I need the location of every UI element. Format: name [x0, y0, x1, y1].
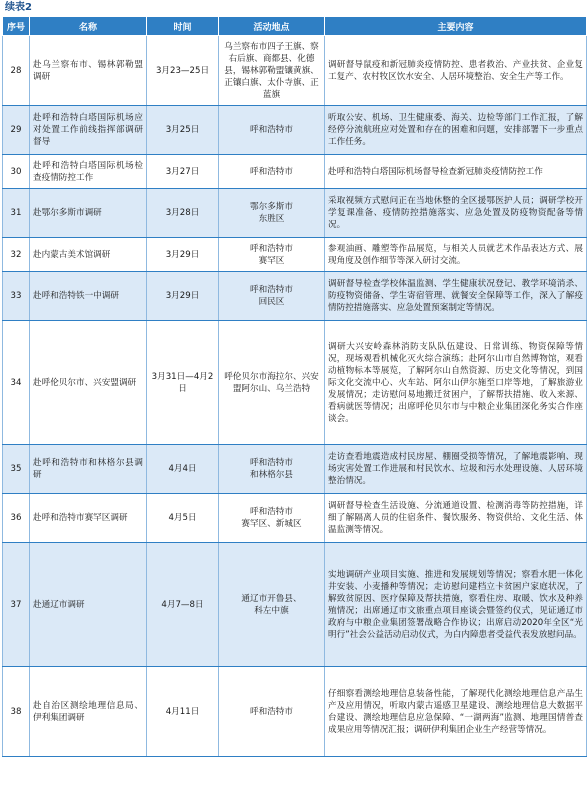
activity-place [219, 445, 325, 494]
activity-name: 赴呼和浩特白塔国际机场检查疫情防控工作 [30, 155, 147, 189]
activity-time: 4月4日 [147, 445, 219, 494]
activity-content: 参观油画、雕塑等作品展览，与相关人员就艺术作品表达方式、展现角度及创作细节等深入研讨交流。 [325, 238, 587, 272]
activity-place [219, 238, 325, 272]
header-place: 活动地点 [219, 17, 325, 36]
place-line: 呼和浩特市 [250, 458, 293, 468]
row-number: 30 [3, 155, 30, 189]
table-body [3, 36, 587, 757]
table-row [3, 667, 587, 757]
activity-time: 3月29日 [147, 272, 219, 321]
activity-place [219, 189, 325, 238]
place-line: 东胜区 [258, 214, 285, 224]
activity-content: 调研督导检查生活设施、分流通道设置、检测消毒等防控措施，详细了解隔离人员的住宿条件、餐饮服务、物资供给、文化生活、体温监测等情况。 [325, 494, 587, 543]
activity-place [219, 667, 325, 757]
row-number: 35 [3, 445, 30, 494]
place-line: 呼和浩特市 [250, 507, 293, 517]
row-number: 38 [3, 667, 30, 757]
place-line: 回民区 [258, 297, 285, 307]
table-row [3, 36, 587, 106]
activity-time: 3月25日 [147, 106, 219, 155]
place-line: 呼和浩特市 [250, 285, 293, 295]
place-line: 呼和浩特市 [250, 243, 293, 254]
activity-time: 3月31日—4月2日 [147, 321, 219, 445]
activity-time: 3月23—25日 [147, 36, 219, 106]
row-number: 29 [3, 106, 30, 155]
activity-time: 3月28日 [147, 189, 219, 238]
place-line: 科左中旗 [254, 605, 289, 616]
table-row [3, 494, 587, 543]
activity-time: 3月29日 [147, 238, 219, 272]
place-line: 鄂尔多斯市 [250, 202, 293, 212]
activity-time: 3月27日 [147, 155, 219, 189]
activity-place [219, 321, 325, 445]
table-row [3, 543, 587, 667]
table-row [3, 238, 587, 272]
place-line: 呼和浩特市 [250, 125, 293, 135]
activity-place [219, 36, 325, 106]
header-content: 主要内容 [325, 17, 587, 36]
row-number: 32 [3, 238, 30, 272]
activity-name: 赴鄂尔多斯市调研 [30, 189, 147, 238]
activity-name: 赴呼和浩特白塔国际机场应对处置工作前线指挥部调研督导 [30, 106, 147, 155]
place-line: 通辽市开鲁县、 [241, 593, 302, 604]
activity-name: 赴呼伦贝尔市、兴安盟调研 [30, 321, 147, 445]
activity-place [219, 106, 325, 155]
activity-name: 赴自治区测绘地理信息局、伊利集团调研 [30, 667, 147, 757]
table-row [3, 189, 587, 238]
activity-content: 调研大兴安岭森林消防支队队伍建设、日常训练、物资保障等情况，现场观看机械化灭火综合演练；赴阿尔山市自然博物馆，观看动植物标本等展览，了解阿尔山自然资源、历史文化等情况，到国际文化交流中心、火车站、阿尔山伊尔施至口岸等地，了解旅游业发展情况；走访慰问易地搬迁贫困户，了解帮扶措施、收入来源、看病就医等情况；出席呼伦贝尔市与中粮企业集团深化务实合作座谈会。 [325, 321, 587, 445]
activity-content: 走访查看地震造成村民房屋、棚圈受损等情况，了解地震影响、现场灾害处置工作进展和村民饮水、垃圾和污水处理设施、人居环境整治情况。 [325, 445, 587, 494]
activity-content: 赴呼和浩特白塔国际机场督导检查新冠肺炎疫情防控工作 [325, 155, 587, 189]
place-line: 呼和浩特市 [250, 706, 293, 717]
activity-content: 听取公安、机场、卫生健康委、海关、边检等部门工作汇报，了解经停分流航班应对处置和存在的困难和问题，安排部署下一步重点工作任务。 [325, 106, 587, 155]
place-line: 和林格尔县 [250, 470, 293, 480]
activity-name: 赴呼和浩特市赛罕区调研 [30, 494, 147, 543]
activity-table [2, 16, 587, 757]
table-caption: 续表2 [5, 2, 32, 13]
activity-time: 4月7—8日 [147, 543, 219, 667]
activity-place [219, 155, 325, 189]
place-line: 赛罕区 [258, 255, 285, 266]
activity-time: 4月11日 [147, 667, 219, 757]
header-time: 时间 [147, 17, 219, 36]
row-number: 36 [3, 494, 30, 543]
row-number: 31 [3, 189, 30, 238]
table-row [3, 445, 587, 494]
activity-name: 赴通辽市调研 [30, 543, 147, 667]
activity-content: 调研督导鼠疫和新冠肺炎疫情防控、患者救治、产业扶贫、企业复工复产、农村牧区饮水安全、人居环境整治、安全生产等工作。 [325, 36, 587, 106]
place-line: 呼伦贝尔市海拉尔、兴安盟阿尔山、乌兰浩特 [224, 371, 319, 394]
table-row [3, 155, 587, 189]
activity-name: 赴呼和浩特铁一中调研 [30, 272, 147, 321]
header-name: 名称 [30, 17, 147, 36]
place-line: 乌兰察布市四子王旗、察右后旗、商都县、化德县，锡林郭勒盟镶黄旗、正镶白旗、太仆寺旗、正蓝旗 [224, 41, 319, 100]
row-number: 33 [3, 272, 30, 321]
table-row [3, 272, 587, 321]
table-header-row [3, 17, 587, 36]
table-row [3, 321, 587, 445]
activity-place [219, 494, 325, 543]
activity-name: 赴乌兰察布市、锡林郭勒盟调研 [30, 36, 147, 106]
activity-time: 4月5日 [147, 494, 219, 543]
header-no: 序号 [3, 17, 30, 36]
row-number: 37 [3, 543, 30, 667]
activity-name: 赴呼和浩特市和林格尔县调研 [30, 445, 147, 494]
row-number: 28 [3, 36, 30, 106]
activity-content: 仔细察看测绘地理信息装备性能，了解现代化测绘地理信息产品生产及应用情况，听取内蒙古遥感卫星建设、测绘地理信息大数据平台建设、测绘地理信息应急保障、“一湖两海”监测、地理国情普查成果应用等情况汇报；调研伊利集团企业生产经营等情况。 [325, 667, 587, 757]
activity-content: 实地调研产业项目实施、推进和发展规划等情况；察看水肥一体化井安装、小麦播种等情况；走访慰问建档立卡贫困户家庭状况，了解致贫原因、医疗保障及帮扶措施，察看住房、取暖、饮水及种养殖情况；出席通辽市文旅重点项目座谈会暨签约仪式，见证通辽市政府与中粮企业集团签署战略合作协议；出席启动2020年全区“光明行”社会公益活动启动仪式，为白内障患者受益代表发放慰问品。 [325, 543, 587, 667]
row-number: 34 [3, 321, 30, 445]
place-line: 赛罕区、新城区 [241, 519, 302, 529]
activity-place [219, 272, 325, 321]
place-line: 呼和浩特市 [250, 166, 293, 177]
table-row [3, 106, 587, 155]
activity-content: 调研督导检查学校体温监测、学生健康状况登记、教学环境消杀、防疫物资储备、学生寄宿管理、就餐安全保障等工作，深入了解疫情防控措施落实、应急处置预案制定等情况。 [325, 272, 587, 321]
activity-content: 采取视频方式慰问正在当地休整的全区援鄂医护人员；调研学校开学复课准备、疫情防控措施落实、应急处置及防疫物资配备等情况。 [325, 189, 587, 238]
activity-place [219, 543, 325, 667]
activity-name: 赴内蒙古美术馆调研 [30, 238, 147, 272]
